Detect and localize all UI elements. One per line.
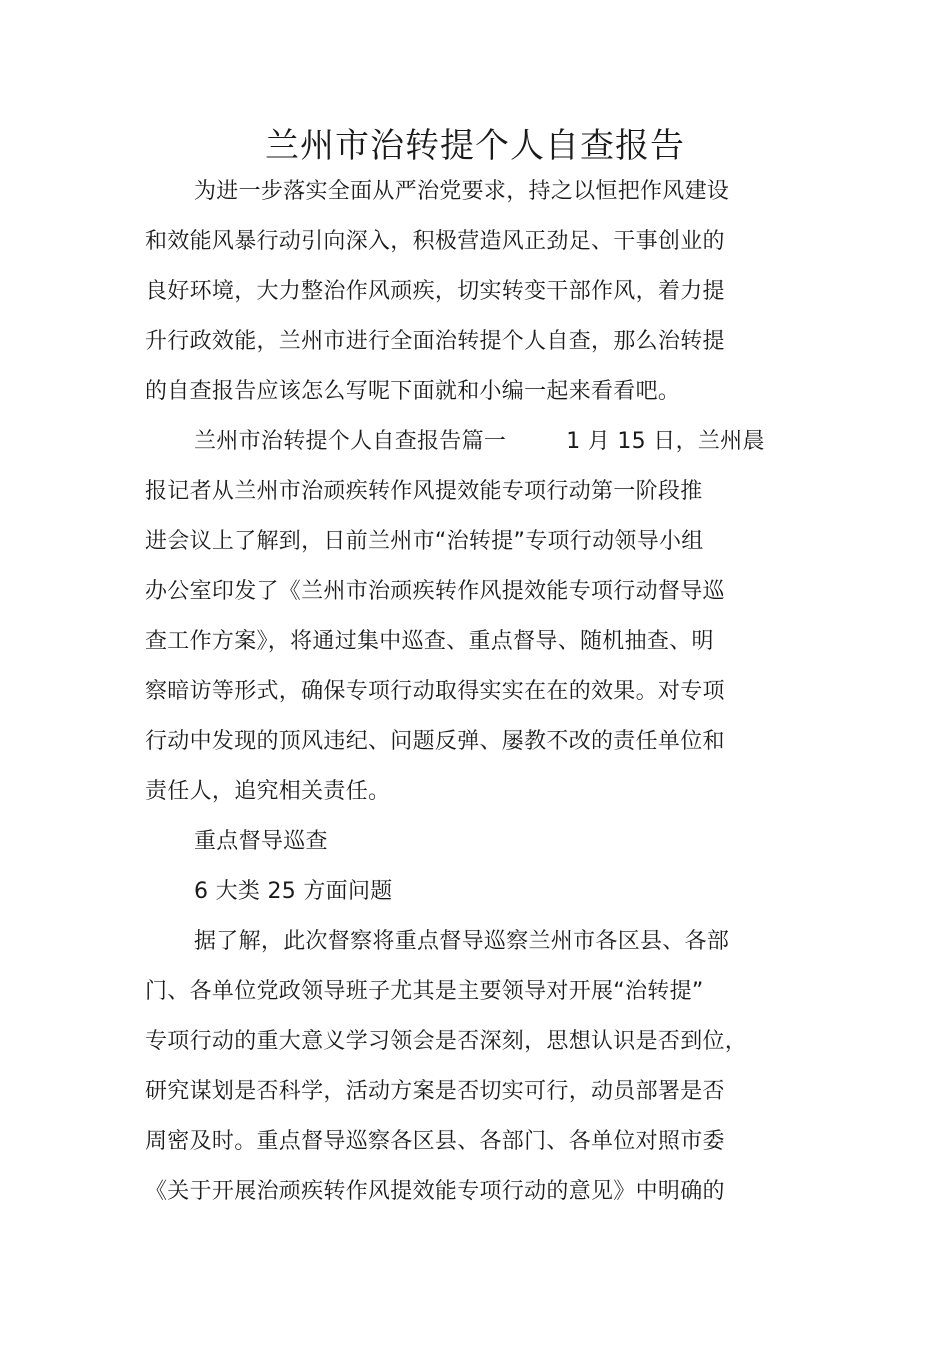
document-title: 兰州市治转提个人自查报告 — [265, 126, 685, 166]
paragraph-line: 责任人，追究相关责任。 — [145, 779, 391, 804]
paragraph-line: 良好环境，大力整治作风顽疾，切实转变干部作风，着力提 — [145, 279, 725, 304]
paragraph-line: 的自查报告应该怎么写呢下面就和小编一起来看看吧。 — [145, 379, 681, 404]
paragraph-line: 研究谋划是否科学，活动方案是否切实可行，动员部署是否 — [145, 1079, 725, 1104]
paragraph-line: 升行政效能，兰州市进行全面治转提个人自查，那么治转提 — [145, 329, 725, 354]
paragraph-line: 行动中发现的顶风违纪、问题反弹、屡教不改的责任单位和 — [145, 729, 725, 754]
section-heading: 兰州市治转提个人自查报告篇一 — [194, 429, 507, 454]
date-text: 1 月 15 日，兰州晨 — [566, 429, 765, 454]
paragraph-line: 报记者从兰州市治顽疾转作风提效能专项行动第一阶段推 — [145, 479, 703, 504]
paragraph-line: 《关于开展治顽疾转作风提效能专项行动的意见》中明确的 — [145, 1179, 725, 1204]
section-heading-line — [194, 426, 765, 458]
paragraph-line: 门、各单位党政领导班子尤其是主要领导对开展“治转提” — [145, 979, 704, 1004]
paragraph-line: 和效能风暴行动引向深入，积极营造风正劲足、干事创业的 — [145, 229, 725, 254]
subheading: 6 大类 25 方面问题 — [194, 879, 393, 904]
subheading: 重点督导巡查 — [194, 829, 328, 854]
paragraph-line: 为进一步落实全面从严治党要求，持之以恒把作风建设 — [194, 179, 730, 204]
paragraph-line: 专项行动的重大意义学习领会是否深刻，思想认识是否到位， — [145, 1029, 748, 1054]
paragraph-line: 进会议上了解到，日前兰州市“治转提”专项行动领导小组 — [145, 529, 704, 554]
paragraph-line: 办公室印发了《兰州市治顽疾转作风提效能专项行动督导巡 — [145, 579, 725, 604]
paragraph-line: 周密及时。重点督导巡察各区县、各部门、各单位对照市委 — [145, 1129, 725, 1154]
paragraph-line: 查工作方案》，将通过集中巡查、重点督导、随机抽查、明 — [145, 629, 714, 654]
paragraph-line: 据了解，此次督察将重点督导巡察兰州市各区县、各部 — [194, 929, 730, 954]
paragraph-line: 察暗访等形式，确保专项行动取得实实在在的效果。对专项 — [145, 679, 725, 704]
